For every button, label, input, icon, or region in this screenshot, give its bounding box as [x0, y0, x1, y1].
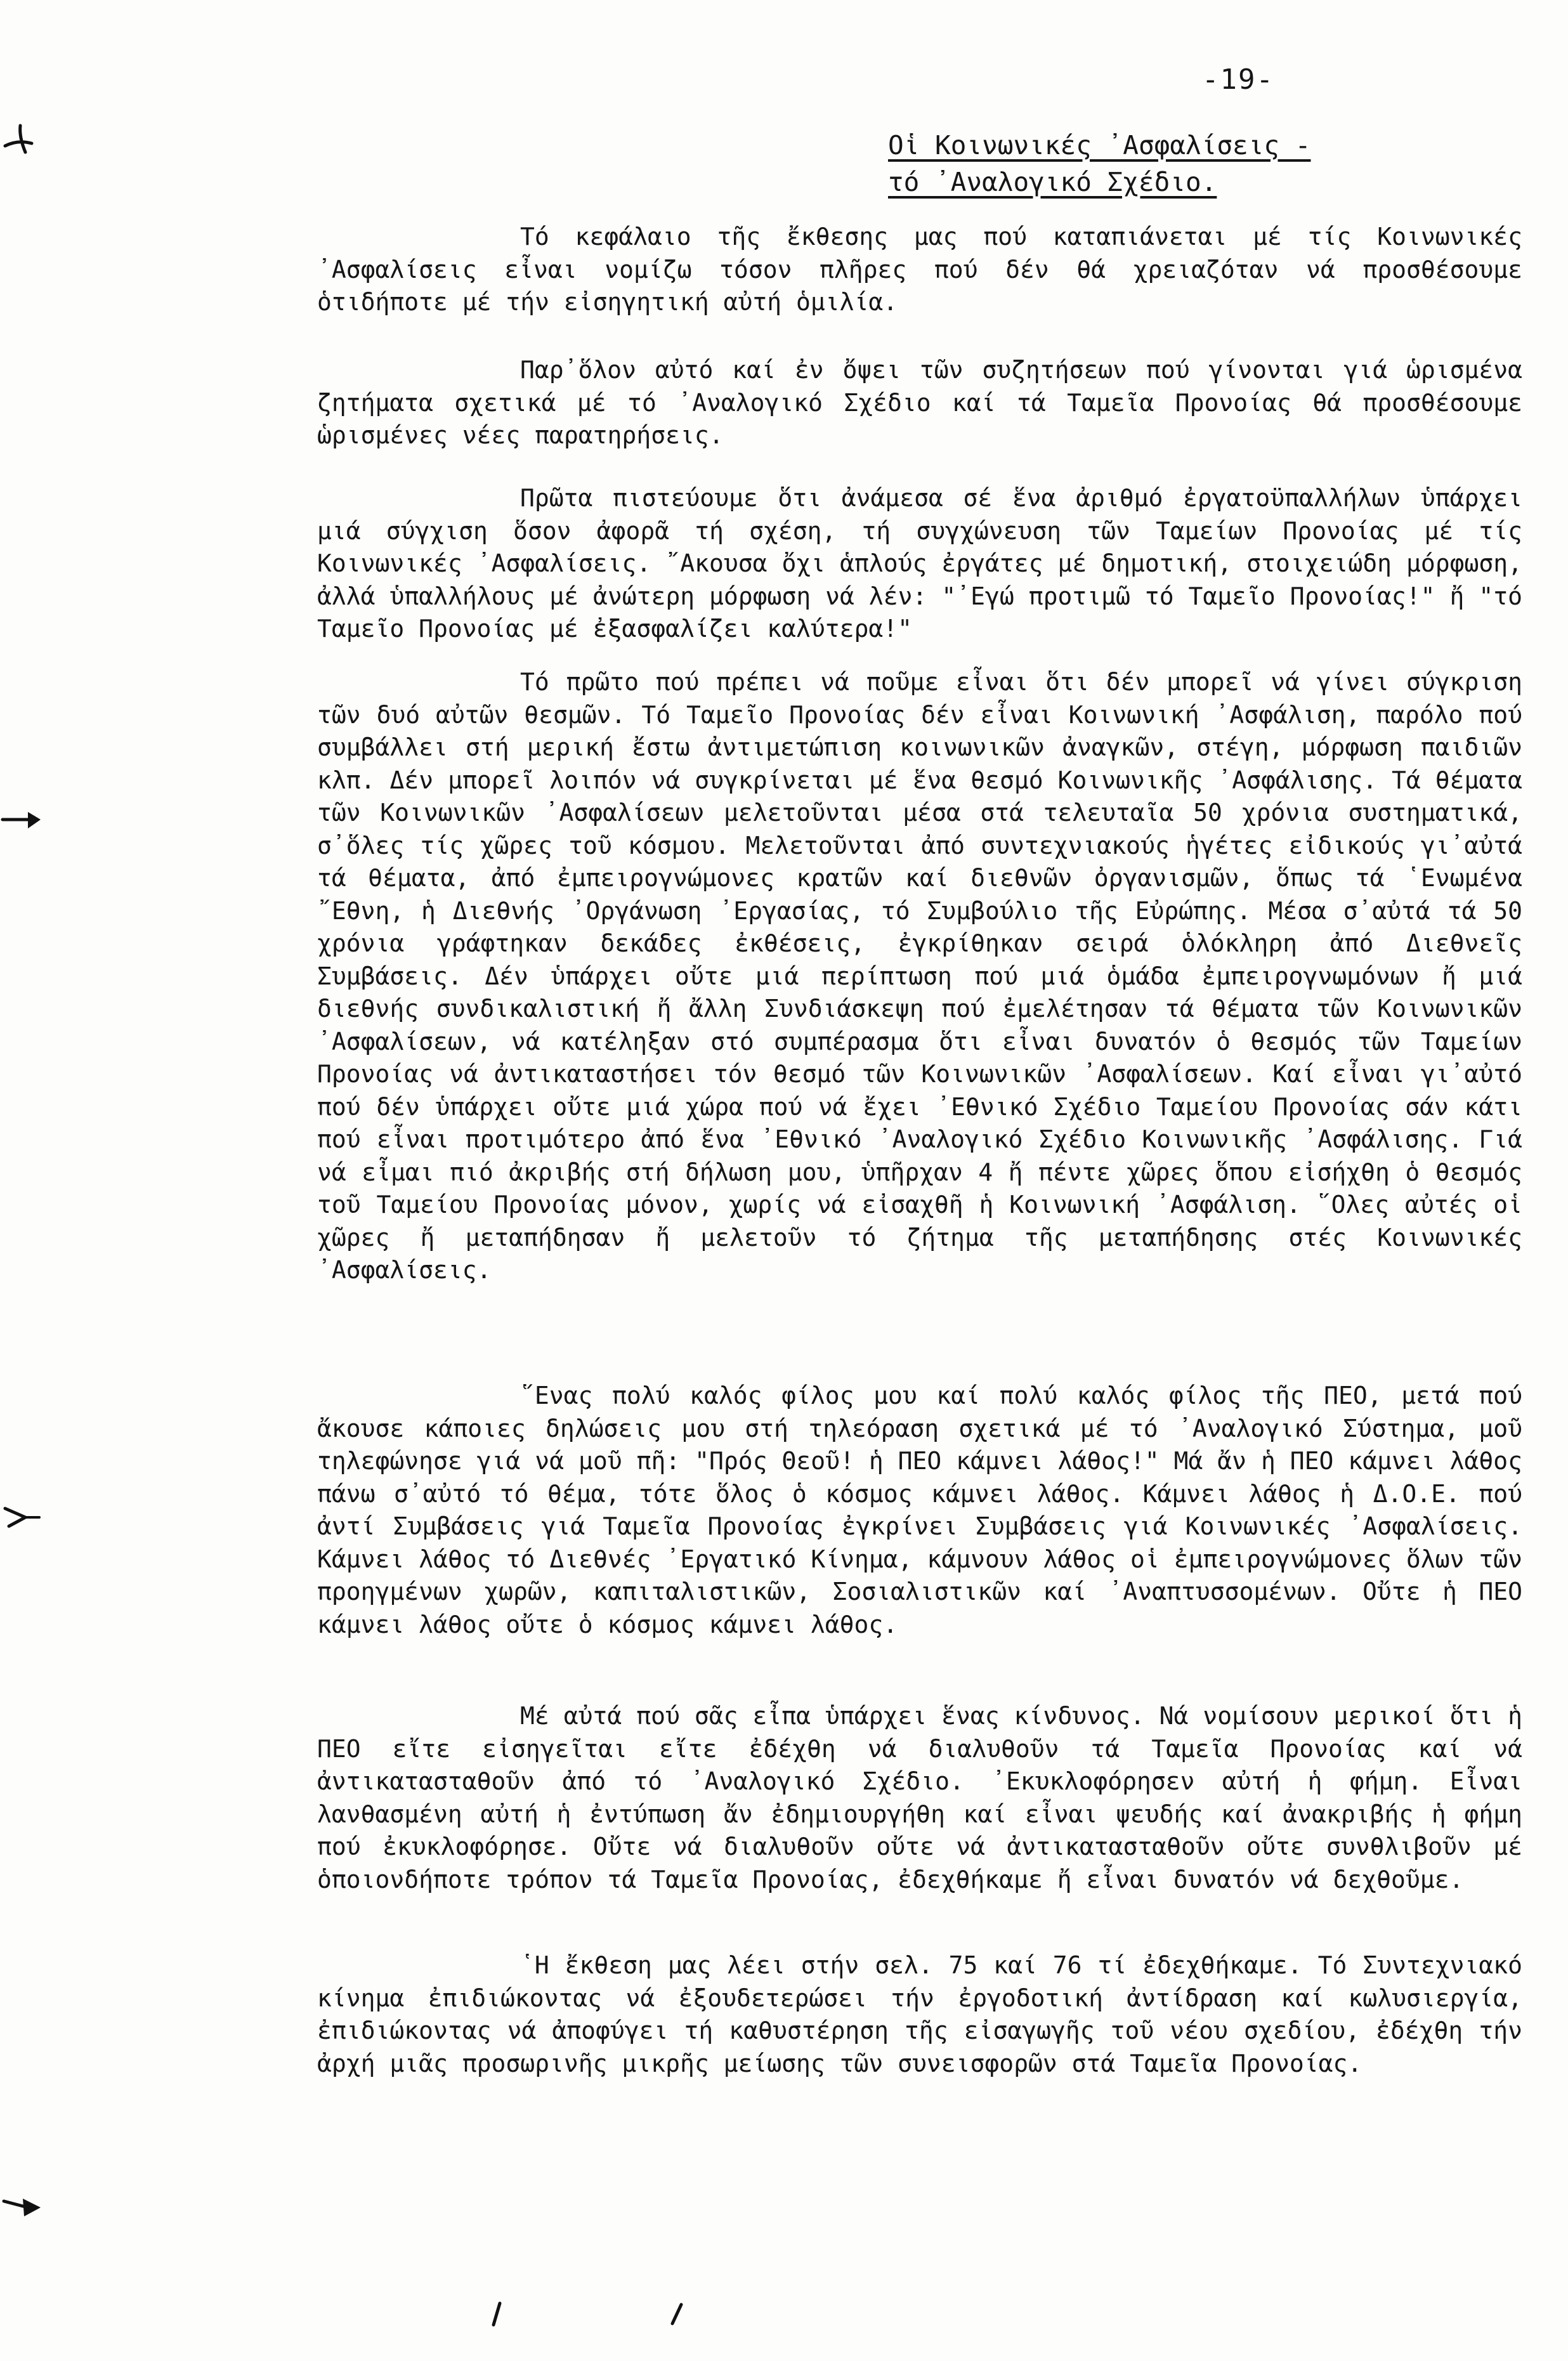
heading-line-1: Οἱ Κοινωνικές ᾿Ασφαλίσεις - [888, 130, 1311, 160]
ink-stroke-icon [667, 2299, 686, 2331]
margin-checkmark-icon [0, 121, 51, 159]
paragraph-7: ῾Η ἔκθεση μας λέει στήν σελ. 75 καί 76 τί ἐδεχθήκαμε. Τό Συντεχνιακό κίνημα ἐπιδιώκοντας νά ἐξουδετερώσει τήν ἐργοδοτική ἀντίδραση καί κωλυσιεργία, ἐπιδιώκοντας νά ἀποφύγει τή καθυστέρηση τῆς εἰσαγωγῆς τοῦ νέου σχεδίου, ἐδέχθη τήν ἀρχή μιᾶς προσωρινῆς μικρῆς μείωσης τῶν συνεισφορῶν στά Ταμεῖα Προνοίας. [317, 1951, 1522, 2077]
paragraph-3: Πρῶτα πιστεύουμε ὅτι ἀνάμεσα σέ ἕνα ἀριθμό ἐργατοϋπαλλήλων ὑπάρχει μιά σύγχιση ὅσον ἀφορᾶ τή σχέση, τή συγχώνευση τῶν Ταμείων Προνοίας μέ τίς Κοινωνικές ᾿Ασφαλίσεις. ῎Ακουσα ὄχι ἁπλούς ἐργάτες μέ δημοτική, στοιχειώδη μόρφωση, ἀλλά ὑπαλλήλους μέ ἀνώτερη μόρφωση νά λέν: "᾿Εγώ προτιμῶ τό Ταμεῖο Προνοίας!" ἤ "τό Ταμεῖο Προνοίας μέ ἐξασφαλίζει καλύτερα!" [317, 484, 1522, 643]
paragraph-1: Τό κεφάλαιο τῆς ἔκθεσης μας πού καταπιάνεται μέ τίς Κοινωνικές ᾿Ασφαλίσεις εἶναι νομίζω τόσον πλῆρες πού δέν θά χρειαζόταν νά προσθέσουμε ὁτιδήποτε μέ τήν εἰσηγητική αὐτή ὁμιλία. [317, 223, 1522, 316]
section-heading [888, 127, 1310, 200]
margin-arrow-icon [0, 801, 51, 839]
paragraph-6: Μέ αὐτά πού σᾶς εἶπα ὑπάρχει ἕνας κίνδυνος. Νά νομίσουν μερικοί ὅτι ἡ ΠΕΟ εἴτε εἰσηγεῖται εἴτε ἐδέχθη νά διαλυθοῦν τά Ταμεῖα Προνοίας καί νά ἀντικατασταθοῦν ἀπό τό ᾿Αναλογικό Σχέδιο. ᾿Εκυκλοφόρησεν αὐτή ἡ φήμη. Εἶναι λανθασμένη αὐτή ἡ ἐντύπωση ἄν ἐδημιουργήθη καί εἶναι ψευδής καί ἀνακριβής ἡ φήμη πού ἐκυκλοφόρησε. Οὔτε νά διαλυθοῦν οὔτε νά ἀντικατασταθοῦν οὔτε συνθλιβοῦν μέ ὁποιονδήποτε τρόπον τά Ταμεῖα Προνοίας, ἐδεχθήκαμε ἤ εἶναι δυνατόν νά δεχθοῦμε. [317, 1702, 1522, 1893]
page-number: -19- [1202, 63, 1274, 96]
paragraph-5: ῞Ενας πολύ καλός φίλος μου καί πολύ καλός φίλος τῆς ΠΕΟ, μετά πού ἄκουσε κάποιες δηλώσεις μου στή τηλεόραση σχετικά μέ τό ᾿Αναλογικό Σύστημα, μοῦ τηλεφώνησε γιά νά μοῦ πῆ: "Πρός Θεοῦ! ἡ ΠΕΟ κάμνει λάθος!" Μά ἄν ἡ ΠΕΟ κάμνει λάθος πάνω σ᾿αὐτό τό θέμα, τότε ὅλος ὁ κόσμος κάμνει λάθος. Κάμνει λάθος ἡ Δ.Ο.Ε. πού ἀντί Συμβάσεις γιά Ταμεῖα Προνοίας ἐγκρίνει Συμβάσεις γιά Κοινωνικές ᾿Ασφαλίσεις. Κάμνει λάθος τό Διεθνές ᾿Εργατικό Κίνημα, κάμνουν λάθος οἱ ἐμπειρογνώμονες ὅλων τῶν προηγμένων χωρῶν, καπιταλιστικῶν, Σοσιαλιστικῶν καί ᾿Αναπτυσσομένων. Οὔτε ἡ ΠΕΟ κάμνει λάθος οὔτε ὁ κόσμος κάμνει λάθος. [317, 1382, 1522, 1638]
margin-arrow-icon [0, 2187, 51, 2225]
margin-arrow-icon [0, 1498, 51, 1536]
ink-stroke-icon [487, 2299, 506, 2331]
paragraph-2: Παρ᾿ὅλον αὐτό καί ἐν ὄψει τῶν συζητήσεων πού γίνονται γιά ὡρισμένα ζητήματα σχετικά μέ τό ᾿Αναλογικό Σχέδιο καί τά Ταμεῖα Προνοίας θά προσθέσουμε ὡρισμένες νέες παρατηρήσεις. [317, 356, 1522, 449]
heading-line-2: τό ᾿Αναλογικό Σχέδιο. [888, 167, 1217, 197]
paragraph-4: Τό πρῶτο πού πρέπει νά ποῦμε εἶναι ὅτι δέν μπορεῖ νά γίνει σύγκριση τῶν δυό αὐτῶν θεσμῶν. Τό Ταμεῖο Προνοίας δέν εἶναι Κοινωνική ᾿Ασφάλιση, παρόλο πού συμβάλλει στή μερική ἔστω ἀντιμετώπιση κοινωνικῶν ἀναγκῶν, στέγη, μόρφωση παιδιῶν κλπ. Δέν μπορεῖ λοιπόν νά συγκρίνεται μέ ἕνα θεσμό Κοινωνικῆς ᾿Ασφάλισης. Τά θέματα τῶν Κοινωνικῶν ᾿Ασφαλίσεων μελετοῦνται μέσα στά τελευταῖα 50 χρόνια συστηματικά, σ᾿ὅλες τίς χῶρες τοῦ κόσμου. Μελετοῦνται ἀπό συντεχνιακούς ἡγέτες εἰδικούς γι᾿αὐτά τά θέματα, ἀπό ἐμπειρογνώμονες κρατῶν καί διεθνῶν ὀργανισμῶν, ὅπως τά ῾Ενωμένα ῎Εθνη, ἡ Διεθνής ᾿Οργάνωση ᾿Εργασίας, τό Συμβούλιο τῆς Εὐρώπης. Μέσα σ᾿αὐτά τά 50 χρόνια γράφτηκαν δεκάδες ἐκθέσεις, ἐγκρίθηκαν σειρά ὁλόκληρη ἀπό Διεθνεῖς Συμβάσεις. Δέν ὑπάρχει οὔτε μιά περίπτωση πού μιά ὁμάδα ἐμπειρογνωμόνων ἤ μιά διεθνής συνδικαλιστική ἤ ἄλλη Συνδιάσκεψη πού ἐμελέτησαν τά θέματα τῶν Κοινωνικῶν ᾿Ασφαλίσεων, νά κατέληξαν στό συμπέρασμα ὅτι εἶναι δυνατόν ὁ θεσμός τῶν Ταμείων Προνοίας νά ἀντικαταστήσει τόν θεσμό τῶν Κοινωνικῶν ᾿Ασφαλίσεων. Καί εἶναι γι᾿αὐτό πού δέν ὑπάρχει οὔτε μιά χώρα πού νά ἔχει ᾿Εθνικό Σχέδιο Ταμείου Προνοίας σάν κάτι πού εἶναι προτιμότερο ἀπό ἕνα ᾿Εθνικό ᾿Αναλογικό Σχέδιο Κοινωνικῆς ᾿Ασφάλισης. Γιά νά εἶμαι πιό ἀκριβής στή δήλωση μου, ὑπῆρχαν 4 ἤ πέντε χῶρες ὅπου εἰσήχθη ὁ θεσμός τοῦ Ταμείου Προνοίας μόνον, χωρίς νά εἰσαχθῆ ἡ Κοινωνική ᾿Ασφάλιση. ῞Ολες αὐτές οἱ χῶρες ἤ μεταπήδησαν ἤ μελετοῦν τό ζήτημα τῆς μεταπήδησης στές Κοινωνικές ᾿Ασφαλίσεις. [317, 668, 1522, 1284]
